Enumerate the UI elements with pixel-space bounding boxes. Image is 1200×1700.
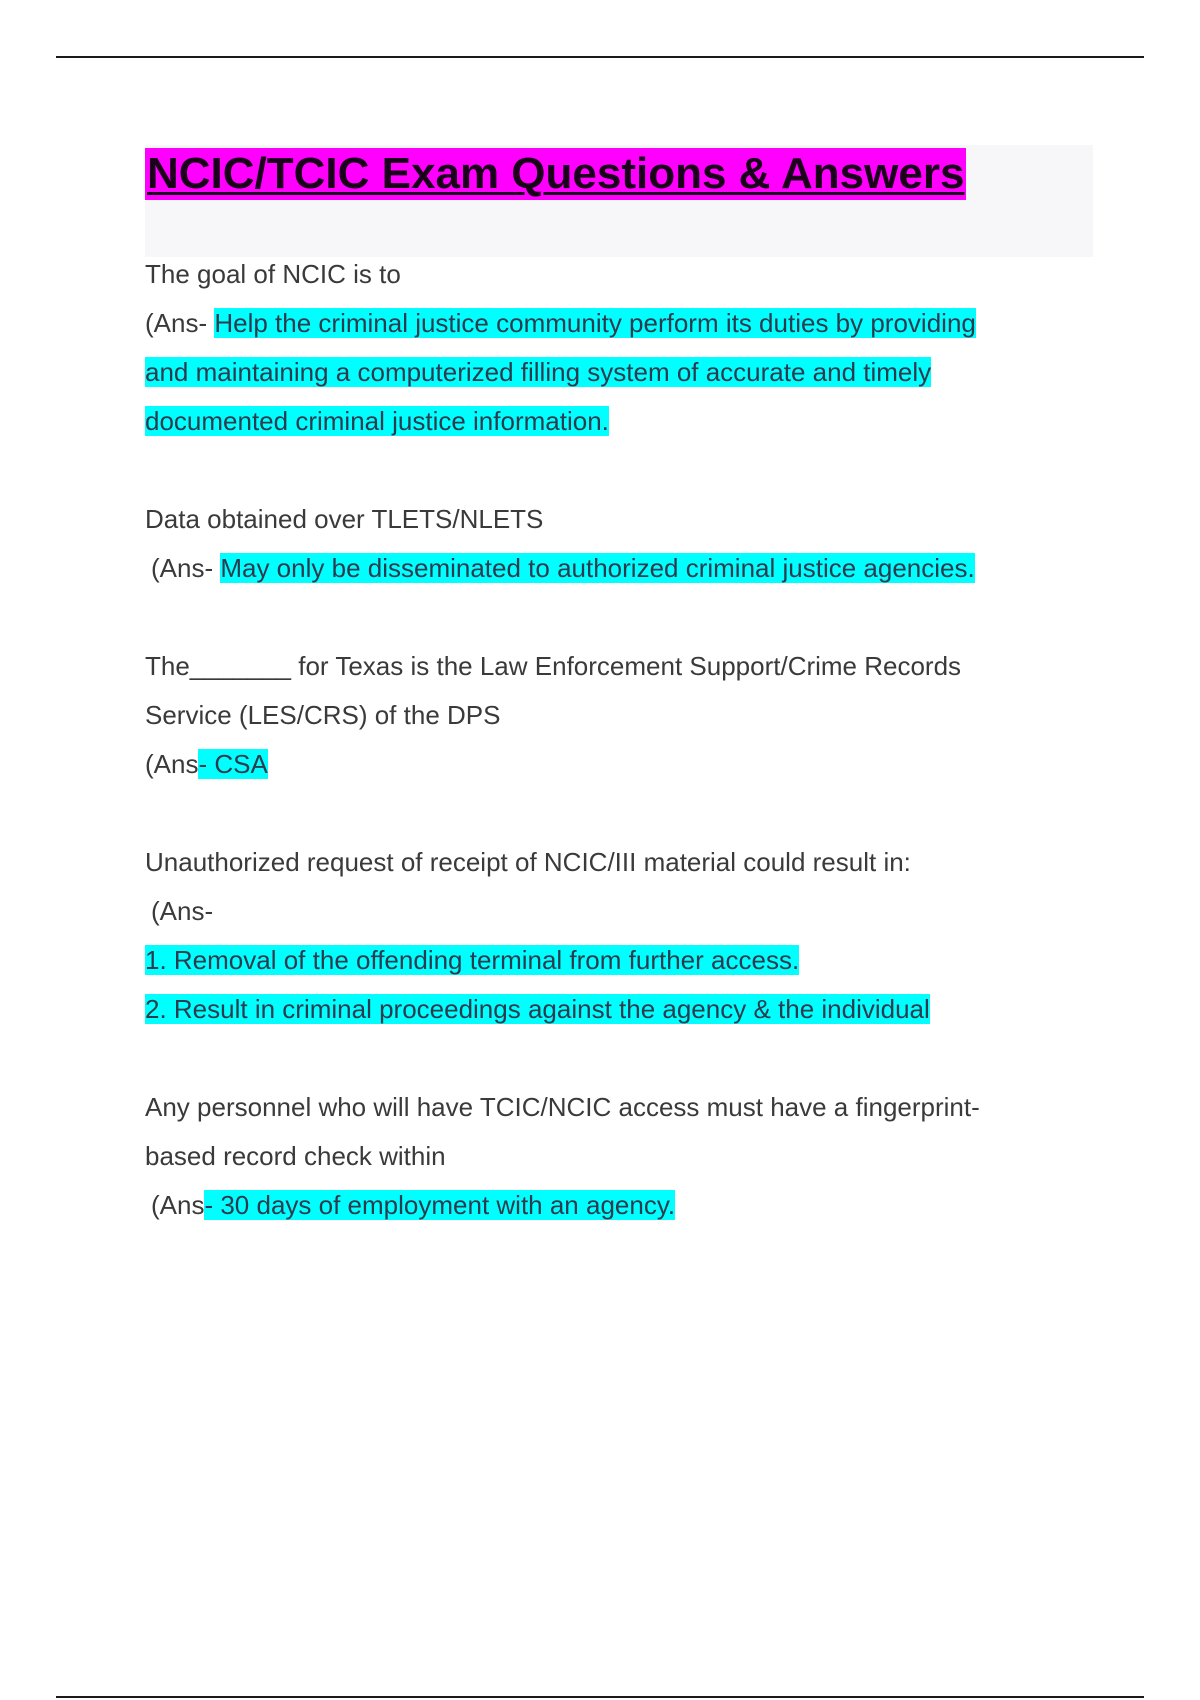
question-text: Data obtained over TLETS/NLETS [145, 504, 544, 534]
qa-item [145, 495, 1065, 593]
qa-content [145, 250, 1065, 1279]
answer-text: documented criminal justice information. [145, 406, 609, 436]
answer-prefix: (Ans- [145, 308, 215, 338]
answer-text: 2. Result in criminal proceedings against the agency & the individual [145, 994, 930, 1024]
answer-line [145, 544, 1065, 593]
question-text: The goal of NCIC is to [145, 259, 401, 289]
question-text: based record check within [145, 1141, 446, 1171]
answer-line [145, 936, 1065, 985]
answer-text: May only be disseminated to authorized criminal justice agencies. [220, 553, 975, 583]
qa-item [145, 838, 1065, 1034]
question-text: Any personnel who will have TCIC/NCIC access must have a fingerprint- [145, 1092, 980, 1122]
answer-text: 1. Removal of the offending terminal from further access. [145, 945, 800, 975]
answer-text: - 30 days of employment with an agency. [204, 1190, 676, 1220]
page-title: NCIC/TCIC Exam Questions & Answers [147, 149, 965, 198]
answer-line [145, 348, 1065, 397]
question-text: Service (LES/CRS) of the DPS [145, 700, 501, 730]
answer-line [145, 887, 1065, 936]
answer-text: and maintaining a computerized filling system of accurate and timely [145, 357, 932, 387]
qa-item [145, 1083, 1065, 1230]
answer-line [145, 740, 1065, 789]
answer-prefix: (Ans- [151, 896, 214, 926]
answer-prefix: (Ans [145, 749, 199, 779]
answer-prefix: (Ans- [151, 553, 221, 583]
answer-line [145, 397, 1065, 446]
question-text: Unauthorized request of receipt of NCIC/III material could result in: [145, 847, 911, 877]
answer-line [145, 1181, 1065, 1230]
top-rule [56, 56, 1144, 58]
bottom-rule [56, 1696, 1144, 1698]
qa-item [145, 642, 1065, 789]
answer-text: - CSA [198, 749, 268, 779]
answer-line [145, 985, 1065, 1034]
question-text: The_______ for Texas is the Law Enforcement Support/Crime Records [145, 651, 962, 681]
qa-item [145, 250, 1065, 446]
answer-prefix: (Ans [151, 1190, 205, 1220]
answer-text: Help the criminal justice community perform its duties by providing [214, 308, 976, 338]
answer-line [145, 299, 1065, 348]
